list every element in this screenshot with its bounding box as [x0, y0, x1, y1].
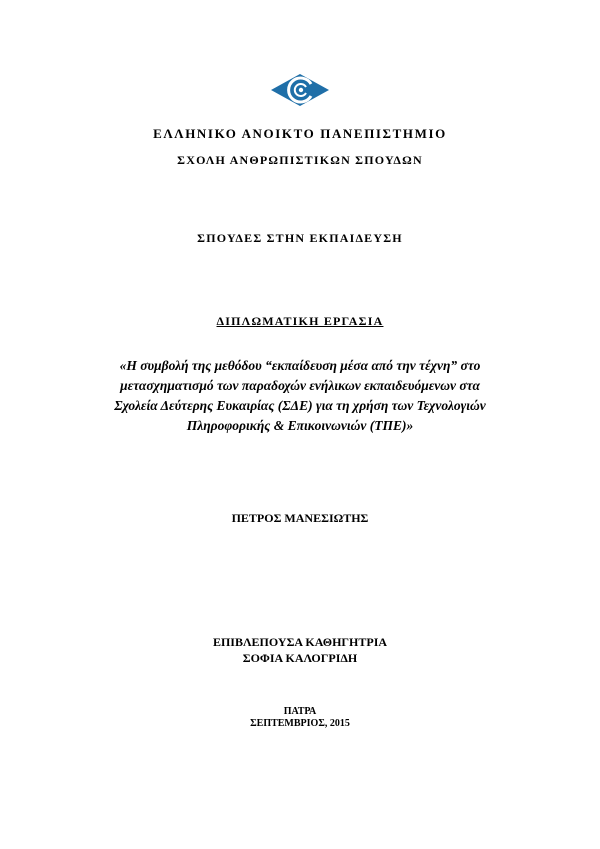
thesis-title-line: μετασχηματισμό των παραδοχών ενήλικων εκπαιδευόμενων στα [120, 378, 480, 393]
date-label: ΣΕΠΤΕΜΒΡΙΟΣ, 2015 [250, 718, 350, 729]
supervisor-label: ΕΠΙΒΛΕΠΟΥΣΑ ΚΑΘΗΓΗΤΡΙΑ [212, 635, 388, 649]
school-name: ΣΧΟΛΗ ΑΝΘΡΩΠΙΣΤΙΚΩΝ ΣΠΟΥΔΩΝ [177, 153, 423, 167]
thesis-title-line: Σχολεία Δεύτερης Ευκαιρίας (ΣΔΕ) για τη χρήση των Τεχνολογιών [114, 398, 486, 413]
author-name: ΠΕΤΡΟΣ ΜΑΝΕΣΙΩΤΗΣ [231, 511, 369, 525]
thesis-title-line: «Η συμβολή της μεθόδου “εκπαίδευση μέσα από την τέχνη” στο [119, 358, 481, 373]
university-name: ΕΛΛΗΝΙΚΟ ΑΝΟΙΚΤΟ ΠΑΝΕΠΙΣΤΗΜΙΟ [153, 126, 447, 141]
programme-name: ΣΠΟΥΔΕΣ ΣΤΗΝ ΕΚΠΑΙΔΕΥΣΗ [197, 231, 403, 245]
supervisor-name: ΣΟΦΙΑ ΚΑΛΟΓΡΙΔΗ [242, 651, 358, 665]
thesis-title [80, 356, 520, 436]
thesis-type-heading: ΔΙΠΛΩΜΑΤΙΚΗ ΕΡΓΑΣΙΑ [216, 314, 384, 328]
city-label: ΠΑΤΡΑ [283, 706, 317, 717]
university-logo-icon [270, 73, 330, 107]
thesis-title-line: Πληροφορικής & Επικοινωνιών (ΤΠΕ)» [186, 418, 414, 433]
